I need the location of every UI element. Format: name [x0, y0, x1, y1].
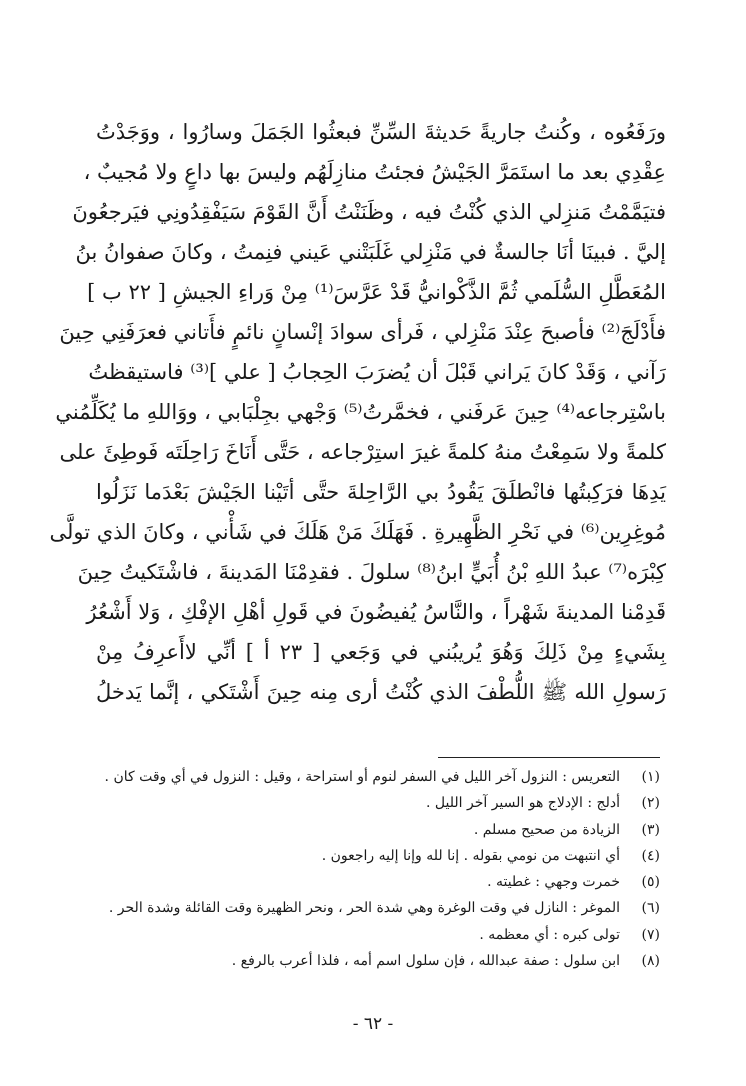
footnote-text: الموغر : النازل في وقت الوغرة وهي شدة الحر ، ونحر الظهيرة وقت القائلة وشدة الحر . — [108, 900, 620, 917]
footnote-item — [60, 895, 660, 921]
footnotes-list — [60, 764, 660, 974]
footnote-text: ابن سلول : صفة عبدالله ، فإن سلول اسم أمه ، فلذا أعرب بالرفع . — [231, 953, 620, 970]
main-text-line: يَدِهَا فرَكِبتُها فانْطلَقَ يَقُودُ بي الرَّاحِلةَ حتَّى أتَيْنا الجَيْشَ بَعْدَما نَزَلُوا — [96, 480, 666, 504]
footnote-number: (٢) — [641, 795, 660, 812]
main-text-line: إليَّ . فبينَا أنَا جالسةٌ في مَنْزِلي غَلَبَتْني عَيني فنِمتُ ، وكانَ صفوانُ بنُ — [75, 240, 666, 264]
footnote-divider — [438, 757, 660, 758]
main-text-line: فأَدْلَجَ⁽²⁾ فأصبحَ عِنْدَ مَنْزِلي ، فَرأى سوادَ إنْسانٍ نائمٍ فأَتاني فعرَفَنِي حِينَ — [59, 320, 666, 344]
main-text-line: ورَفَعُوه ، وكُنتُ جاريةً حَديثةَ السِّنِّ فبعثُوا الجَمَلَ وسارُوا ، ووَجَدْتُ — [96, 120, 666, 144]
footnote-item — [60, 922, 660, 948]
page-number: - ٦٢ - — [352, 1014, 394, 1034]
footnote-number: (٣) — [641, 821, 660, 838]
main-text-line: قَدِمْنا المدينةَ شَهْراً ، والنَّاسُ يُفيضُونَ في قَولِ أهْلِ الإفْكِ ، وَلا أَشْعُرُ — [86, 600, 666, 624]
footnote-item — [60, 869, 660, 895]
footnote-number: (١) — [641, 769, 660, 785]
footnote-text: أدلج : الإدلاج هو السير آخر الليل . — [426, 795, 620, 812]
main-text-line: باسْتِرجاعه⁽⁴⁾ حِينَ عَرفَني ، فخمَّرتُ⁽⁵⁾ وَجْهي بجِلْبَابي ، ووَاللهِ ما يُكَلِّمُني — [55, 400, 666, 424]
footnote-item — [60, 764, 660, 790]
main-text-line: بِشَيءٍ مِنْ ذَلِكَ وَهُوَ يُريبُني في وَجَعي [ ٢٣ أ ] أنِّي لاأَعرِفُ مِنْ — [96, 640, 666, 664]
footnote-item — [60, 790, 660, 816]
footnote-item — [60, 843, 660, 869]
main-text-block — [49, 112, 666, 712]
footnote-text: أي انتبهت من نومي بقوله . إنا لله وإنا إليه راجعون . — [321, 847, 620, 864]
footnote-number: (٨) — [641, 953, 660, 970]
main-text-line: رَآني ، وَقَدْ كانَ يَراني قَبْلَ أن يُضرَبَ الحِجابُ [ علي ]⁽³⁾ فاستيقظتُ — [88, 360, 666, 384]
footnote-number: (٦) — [641, 900, 660, 917]
footnote-number: (٥) — [641, 874, 660, 891]
footnote-item — [60, 948, 660, 974]
main-text-line: رَسولِ الله ﷺ اللُّطْفَ الذي كُنْتُ أرى مِنه حِينَ أَشْتَكي ، إنَّما يَدخلُ — [96, 680, 666, 704]
main-text-line: مُوغِرِين⁽⁶⁾ في نَحْرِ الظَّهِيرةِ . فَهَلَكَ مَنْ هَلَكَ في شَأْني ، وكانَ الذي تولَّى — [49, 520, 666, 544]
footnote-number: (٧) — [641, 926, 660, 943]
footnote-text: التعريس : النزول آخر الليل في السفر لنوم أو استراحة ، وقيل : النزول في أي وقت كان . — [104, 769, 620, 785]
footnote-text: تولى كبره : أي معظمه . — [479, 926, 620, 943]
main-text-line: كلمةً ولا سَمِعْتُ منهُ كلمةً غيرَ استِرْجاعه ، حَتَّى أَنَاخَ رَاحِلَتَه فَوطِئَ على — [59, 440, 666, 464]
main-text-line: كِبْرَه⁽⁷⁾ عبدُ اللهِ بْنُ أُبَيٍّ ابنُ⁽⁸⁾ سلولَ . فقدِمْنَا المَدينةَ ، فاشْتَكيتُ حِينَ — [77, 560, 666, 584]
main-text-line: المُعَطَّلِ السُّلَمي ثُمَّ الذَّكْوانيُّ قَدْ عَرَّسَ⁽¹⁾ مِنْ وَراءِ الجيشِ [ ٢٢ ب ] — [87, 280, 666, 304]
footnote-text: خمرت وجهي : غطيته . — [487, 874, 620, 891]
footnote-item — [60, 817, 660, 843]
main-text-line: عِقْدِي بعد ما استَمَرَّ الجَيْشُ فجئتُ منازِلَهُم وليسَ بها داعٍ ولا مُجيبٌ ، — [83, 160, 666, 184]
footnote-text: الزيادة من صحيح مسلم . — [473, 821, 620, 838]
footnote-number: (٤) — [641, 847, 660, 864]
main-text-line: فتيَمَّمْتُ مَنزِلي الذي كُنْتُ فيه ، وظَنَنْتُ أَنَّ القَوْمَ سَيَفْقِدُونِي فيَرجعُونَ — [72, 200, 666, 224]
